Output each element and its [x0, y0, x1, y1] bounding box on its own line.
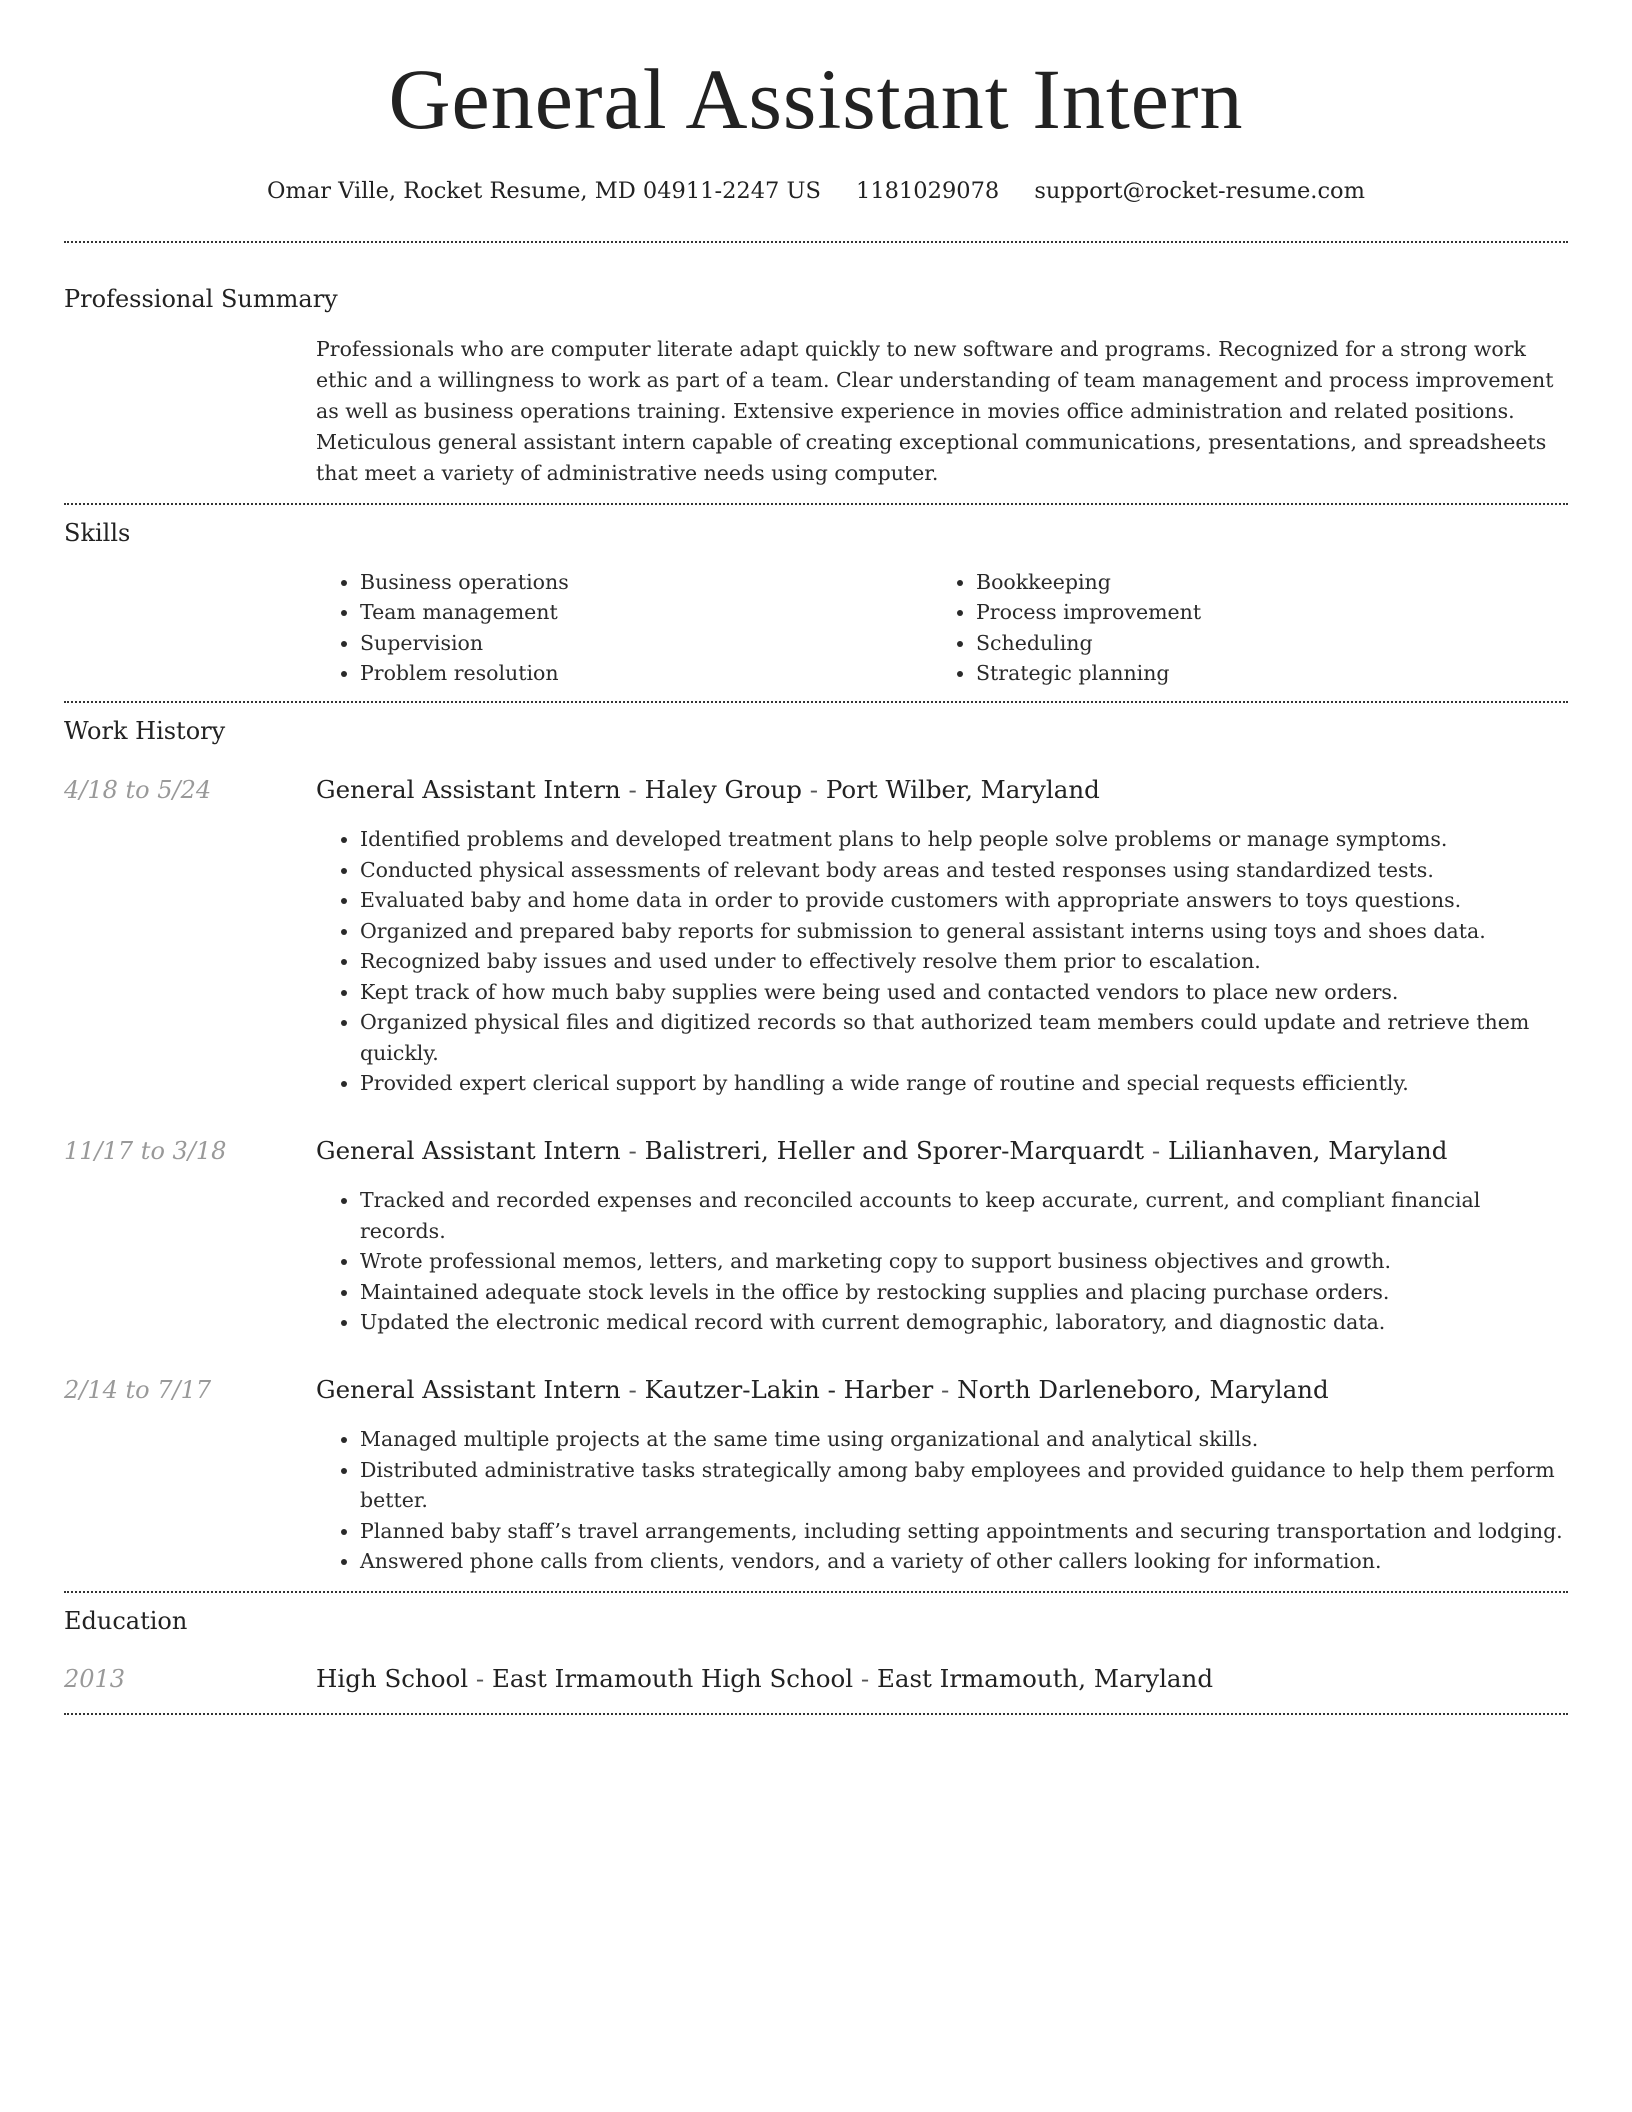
education-section: [64, 1606, 1568, 1693]
job-duty: • Provided expert clerical support by handling a wide range of routine and special requests efficiently.: [360, 1068, 1568, 1099]
job-dates: 2/14 to 7/17: [64, 1375, 212, 1404]
heading-separator: -: [620, 1135, 645, 1165]
job-location: Lilianhaven, Maryland: [1167, 1135, 1448, 1165]
contact-email: support@rocket-resume.com: [1034, 178, 1365, 204]
job-duty: • Recognized baby issues and used under to effectively resolve them prior to escalation.: [360, 946, 1568, 977]
work-history-section: [64, 716, 1568, 1577]
contact-address: Omar Ville, Rocket Resume, MD 04911-2247 US: [267, 178, 821, 204]
resume-name: General Assistant Intern: [388, 51, 1244, 147]
job-duty: • Kept track of how much baby supplies were being used and contacted vendors to place new orders.: [360, 977, 1568, 1008]
heading-separator: -: [468, 1663, 492, 1693]
skills-section: [64, 518, 1568, 689]
job-duty: • Planned baby staff’s travel arrangements, including setting appointments and securing transportation and lodging.: [360, 1516, 1568, 1547]
skill-item: • Business operations: [360, 567, 932, 598]
summary-section: [64, 284, 1568, 489]
summary-text: Professionals who are computer literate adapt quickly to new software and programs. Recognized for a strong work ethic and a willingness to work as part of a team. Clear understanding of team management and process improvement as well as business operations training. Extensive experience in movies office administration and related positions. Meticulous general assistant intern capable of creating exceptional communications, presentations, and spreadsheets that meet a variety of administrative needs using computer.: [316, 336, 1554, 485]
job-role: General Assistant Intern: [316, 774, 621, 804]
job-body: [316, 1374, 1568, 1577]
job-duty: • Organized physical files and digitized records so that authorized team members could update and retrieve them quickly.: [360, 1007, 1568, 1068]
skills-list-right: [932, 567, 1568, 689]
job-dates: 4/18 to 5/24: [64, 775, 212, 804]
skill-item: • Supervision: [360, 628, 932, 659]
skills-list-left: [316, 567, 932, 689]
education-entry: [64, 1663, 1568, 1693]
summary-title: Professional Summary: [64, 284, 338, 313]
work-history-title: Work History: [64, 716, 226, 745]
divider: [64, 241, 1568, 243]
job-location: North Darleneboro, Maryland: [957, 1374, 1329, 1404]
job-duty: • Organized and prepared baby reports for submission to general assistant interns using toys and shoes data.: [360, 916, 1568, 947]
job-duty: • Evaluated baby and home data in order to provide customers with appropriate answers to toys questions.: [360, 885, 1568, 916]
job-duty: • Identified problems and developed treatment plans to help people solve problems or manage symptoms.: [360, 824, 1568, 855]
job-company: Kautzer-Lakin - Harber: [644, 1374, 934, 1404]
job-entry: [64, 1135, 1568, 1338]
education-location: East Irmamouth, Maryland: [876, 1663, 1214, 1693]
job-location: Port Wilber, Maryland: [825, 774, 1100, 804]
job-duties: [64, 1424, 1568, 1577]
heading-separator: -: [802, 774, 826, 804]
divider: [64, 503, 1568, 505]
skill-item: • Strategic planning: [976, 658, 1568, 689]
job-duty: • Distributed administrative tasks strategically among baby employees and provided guidance to help them perform better.: [360, 1455, 1568, 1516]
education-degree: High School: [316, 1663, 469, 1693]
job-duty: • Updated the electronic medical record with current demographic, laboratory, and diagnostic data.: [360, 1307, 1568, 1338]
divider: [64, 1591, 1568, 1593]
divider: [64, 701, 1568, 703]
job-duty: • Tracked and recorded expenses and reconciled accounts to keep accurate, current, and compliant financial records.: [360, 1185, 1568, 1246]
heading-separator: -: [853, 1663, 877, 1693]
job-duty: • Conducted physical assessments of relevant body areas and tested responses using standardized tests.: [360, 855, 1568, 886]
contact-phone: 1181029078: [856, 178, 1000, 204]
education-year: 2013: [64, 1664, 126, 1693]
job-duty: • Managed multiple projects at the same time using organizational and analytical skills.: [360, 1424, 1568, 1455]
education-school: East Irmamouth High School: [491, 1663, 854, 1693]
skill-item: • Bookkeeping: [976, 567, 1568, 598]
job-entry: [64, 1374, 1568, 1577]
skills-grid: [316, 567, 1568, 689]
job-duty: • Maintained adequate stock levels in the office by restocking supplies and placing purchase orders.: [360, 1277, 1568, 1308]
contact-line: [64, 180, 1568, 203]
job-duty: • Wrote professional memos, letters, and marketing copy to support business objectives and growth.: [360, 1246, 1568, 1277]
job-heading: [316, 1135, 1568, 1165]
skill-item: • Problem resolution: [360, 658, 932, 689]
skill-item: • Team management: [360, 597, 932, 628]
heading-separator: -: [620, 1374, 645, 1404]
skill-item: • Scheduling: [976, 628, 1568, 659]
skills-title: Skills: [64, 518, 131, 547]
heading-separator: -: [620, 774, 645, 804]
job-duties: [64, 824, 1568, 1099]
job-role: General Assistant Intern: [316, 1135, 621, 1165]
job-duty: • Answered phone calls from clients, vendors, and a variety of other callers looking for information.: [360, 1546, 1568, 1577]
education-heading: [316, 1663, 1568, 1693]
job-entry: [64, 774, 1568, 1099]
education-title: Education: [64, 1606, 188, 1635]
job-body: [316, 774, 1568, 1099]
job-company: Haley Group: [644, 774, 802, 804]
heading-separator: -: [933, 1374, 958, 1404]
divider: [64, 1713, 1568, 1715]
skill-item: • Process improvement: [976, 597, 1568, 628]
job-heading: [316, 1374, 1568, 1404]
job-duties: [64, 1185, 1568, 1338]
job-dates: 11/17 to 3/18: [64, 1136, 227, 1165]
job-role: General Assistant Intern: [316, 1374, 621, 1404]
heading-separator: -: [1144, 1135, 1168, 1165]
job-company: Balistreri, Heller and Sporer-Marquardt: [644, 1135, 1145, 1165]
job-heading: [316, 774, 1568, 804]
job-body: [316, 1135, 1568, 1338]
